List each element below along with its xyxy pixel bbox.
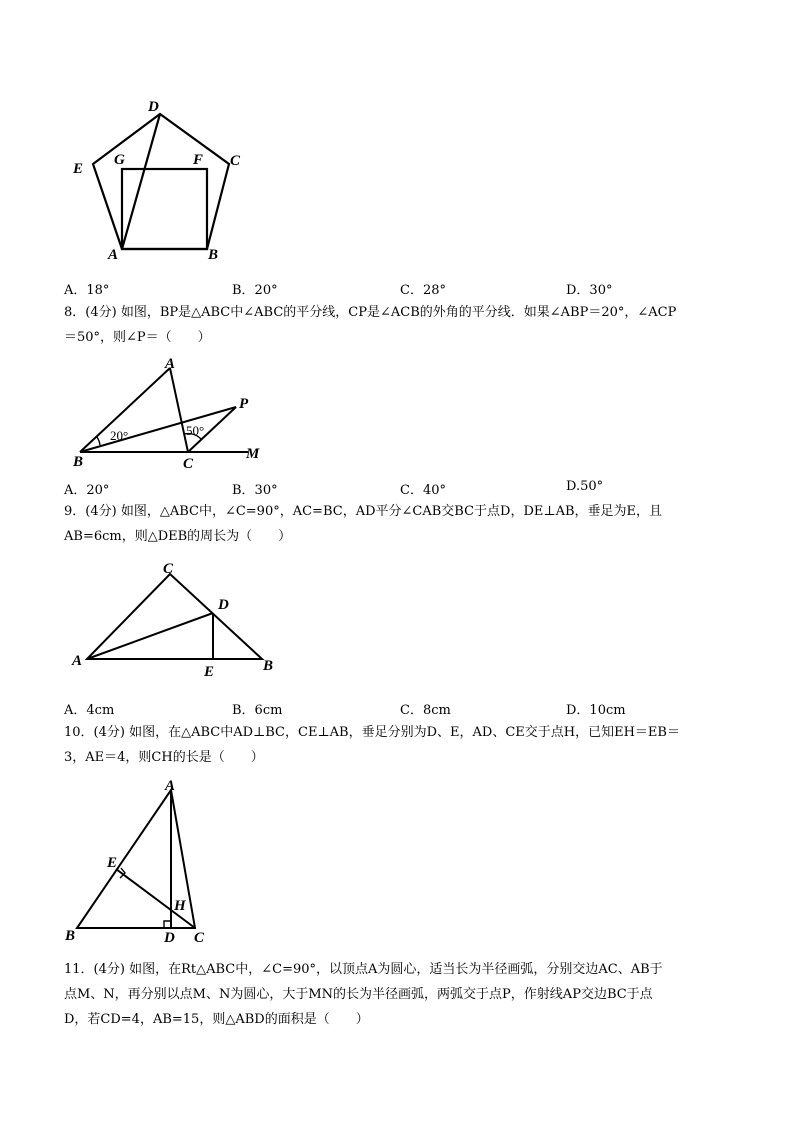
q8-option-a[interactable]: A．20° — [64, 483, 110, 498]
q10-line-2: 3，AE＝4，则CH的长是（ ） — [64, 750, 264, 765]
question-11 — [64, 957, 734, 1032]
label-a: A — [165, 356, 176, 372]
q9-option-b[interactable]: B．6cm — [232, 703, 283, 718]
q9-option-a[interactable]: A．4cm — [64, 703, 115, 718]
label-angle-50: 50° — [186, 423, 205, 438]
question-10 — [64, 720, 734, 770]
q11-line-3: D，若CD=4，AB=15，则△ABD的面积是（ ） — [64, 1012, 369, 1027]
label-angle-20: 20° — [110, 428, 129, 443]
q8-line-1: 8．(4分) 如图，BP是△ABC中∠ABC的平分线，CP是∠ACB的外角的平分线．如果∠ABP＝20°，∠ACP — [64, 305, 677, 320]
figure-angle-bisectors — [70, 355, 280, 470]
label-h: H — [174, 898, 186, 914]
figure-right-isosceles — [70, 558, 285, 683]
q9-option-c[interactable]: C．8cm — [400, 703, 451, 718]
label-d: D — [148, 99, 159, 115]
label-m: M — [246, 446, 260, 462]
label-a: A — [108, 247, 119, 263]
q9-option-d[interactable]: D．10cm — [566, 703, 626, 718]
q9-line-2: AB=6cm，则△DEB的周长为（ ） — [64, 529, 292, 544]
q9-line-1: 9．(4分) 如图，△ABC中，∠C=90°，AC=BC，AD平分∠CAB交BC于点D，DE⊥AB，垂足为E，且 — [64, 504, 663, 519]
q11-line-1: 11．(4分) 如图，在Rt△ABC中，∠C=90°，以顶点A为圆心，适当长为半径画弧，分别交边AC、AB于 — [64, 962, 663, 977]
figure-altitudes — [60, 775, 220, 950]
square-shape — [122, 169, 207, 249]
figure-pentagon-square — [60, 92, 290, 267]
q8-option-b[interactable]: B．30° — [232, 483, 278, 498]
label-b: B — [65, 928, 76, 944]
q11-line-2: 点M、N，再分别以点M、N为圆心，大于MN的长为半径画弧，两弧交于点P，作射线AP交边BC于点 — [64, 987, 653, 1002]
label-d: D — [218, 597, 229, 613]
q7-option-a[interactable]: A．18° — [64, 283, 110, 298]
label-b: B — [73, 454, 84, 470]
q7-options — [64, 279, 764, 299]
label-g: G — [114, 152, 125, 168]
q8-option-c[interactable]: C．40° — [400, 483, 446, 498]
q7-option-d[interactable]: D．30° — [566, 283, 613, 298]
label-a: A — [165, 778, 176, 794]
label-e: E — [73, 161, 84, 177]
label-b: B — [208, 247, 219, 263]
segment-ad — [122, 114, 160, 249]
label-c: C — [183, 456, 194, 472]
label-f: F — [193, 152, 204, 168]
label-a: A — [72, 653, 83, 669]
q10-line-1: 10．(4分) 如图，在△ABC中AD⊥BC，CE⊥AB，垂足分别为D、E，AD、CE交于点H，已知EH＝EB＝ — [64, 725, 680, 740]
question-8 — [64, 300, 734, 350]
label-p: P — [239, 396, 249, 412]
label-b: B — [263, 658, 274, 674]
q7-option-c[interactable]: C．28° — [400, 283, 446, 298]
question-9 — [64, 499, 734, 549]
label-d: D — [164, 930, 175, 946]
label-e: E — [107, 855, 118, 871]
q8-options — [64, 479, 764, 499]
label-c: C — [230, 153, 241, 169]
label-c: C — [163, 561, 174, 577]
q7-option-b[interactable]: B．20° — [232, 283, 278, 298]
q8-option-d[interactable]: D.50° — [566, 479, 604, 494]
q8-line-2: ＝50°，则∠P＝（ ） — [64, 330, 211, 345]
pentagon-shape — [93, 114, 229, 249]
label-c: C — [194, 930, 205, 946]
label-e: E — [204, 664, 215, 680]
q9-options — [64, 699, 764, 719]
